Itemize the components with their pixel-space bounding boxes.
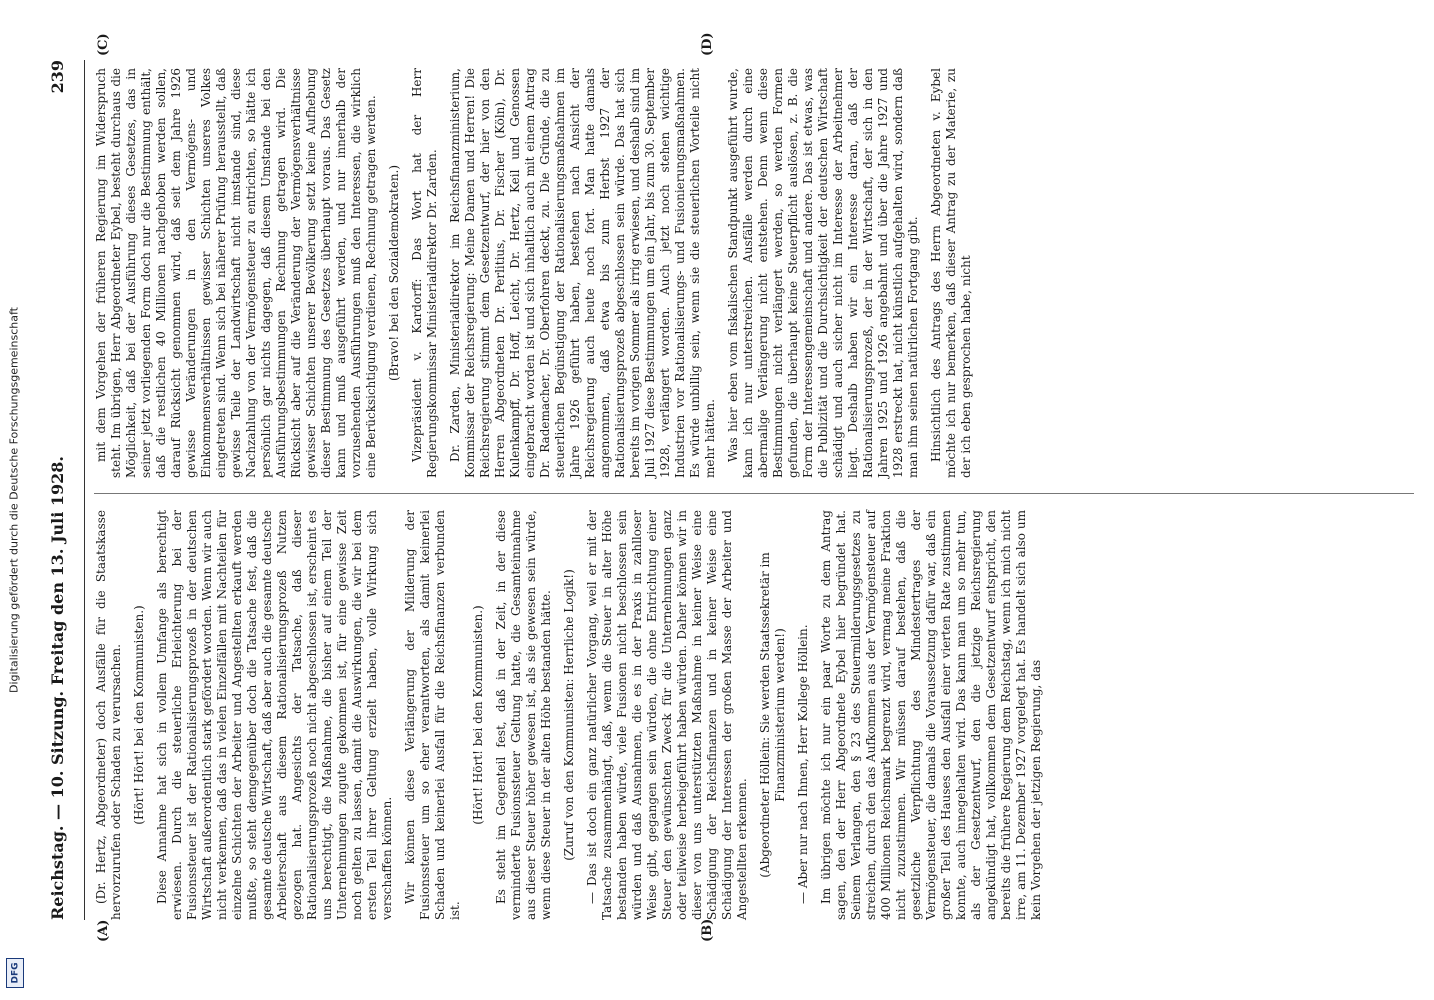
- margin-marker-c: (C): [96, 33, 111, 56]
- page-header-title: Reichstag. — 10. Sitzung. Freitag den 13. Juli 1928.: [48, 456, 67, 920]
- interjection: (Bravo! bei den Sozialdemokraten.): [387, 164, 401, 382]
- paragraph: Es steht im Gegenteil fest, daß in der Zeit, in der diese verminderte Fusionssteuer Geltung hatte, die Gesamteinnahme aus dieser Steuer höher gewesen ist, als sie gewesen sein würde, wenn diese Steuer in der alten Höhe bestanden hätte.: [494, 510, 553, 920]
- interjection: (Zuruf von den Kommunisten: Herrliche Logik!): [562, 569, 576, 861]
- paragraph: Dr. Zarden, Ministerialdirektor im Reichsfinanzministerium, Kommissar der Reichsregierung: Meine Damen und Herren! Die Reichsregierung stimmt dem Gesetzentwurf, der hier von den Herren Abgeordneten Dr. Perlitius, Dr. Fischer (Köln), Dr. Kulenkampff, Dr. Hoff, Leicht, Dr. Hertz, Keil und Genossen eingebracht worden ist und sich inhaltlich auch mit einem Antrag Dr. Rademacher, Dr. Oberfohren deckt, zu. Die Gründe, die zu steuerlichen Begünstigung der Rationalisierungsmaßnahmen im Jahre 1926 geführt haben, bestehen nach Ansicht der Reichsregierung auch heute noch fort. Man hatte damals angenommen, daß etwa bis zum Herbst 1927 der Rationalisierungsprozeß abgeschlossen sein würde. Das hat sich bereits im vorigen Sommer als irrig erwiesen, und deshalb sind im Juli 1927 diese Bestimmungen um ein Jahr, bis zum 30. September 1928, verlängert worden. Auch jetzt noch stehen wichtige Industrien vor Rationalisierungs- und Fusionierungsmaßnahmen. Es würde unbillig sein, wenn sie die steuerlichen Vorteile nicht mehr hätten.: [448, 68, 717, 478]
- paragraph: (Dr. Hertz, Abgeordneter) doch Ausfälle für die Staatskasse hervorzurufen oder Schaden zu verursachen.: [94, 510, 123, 920]
- margin-marker-a: (A): [96, 919, 111, 942]
- dfg-logo-text: DFG: [10, 962, 21, 984]
- interjection: (Hört! Hört! bei den Kommunisten.): [132, 605, 146, 825]
- paragraph: Wir können diese Verlängerung der Milderung der Fusionssteuer um so eher verantworten, als damit keinerlei Schaden und keinerlei Ausfall für die Reichsfinanzen verbunden ist.: [403, 510, 462, 920]
- header-rule: [84, 60, 85, 920]
- margin-marker-b: (B): [700, 918, 715, 942]
- page-header: [44, 60, 74, 920]
- paragraph: Diese Annahme hat sich in vollem Umfange als berechtigt erwiesen. Durch die steuerliche Erleichterung bei der Fusionssteuer ist der Rationalisierungsprozeß in der deutschen Wirtschaft außerordentlich stark gefördert worden. Wenn wir auch nicht verkennen, daß das in vielen Einzelfällen mit Nachteilen für einzelne Schichten der Arbeiter und Angestellten erkauft werden mußte, so steht demgegenüber doch die Tatsache fest, daß die gesamte deutsche Wirtschaft, daß aber auch die gesamte deutsche Arbeiterschaft aus diesem Rationalisierungsprozeß Nutzen gezogen hat. Angesichts der Tatsache, daß dieser Rationalisierungsprozeß noch nicht abgeschlossen ist, erscheint es uns berechtigt, die Maßnahme, die bisher auf einem Teil der Unternehmungen zugute gekommen ist, für eine gewisse Zeit noch gelten zu lassen, damit die Auswirkungen, die wir bei dem ersten Teil ihrer Geltung erzielt haben, volle Wirkung sich verschaffen können.: [155, 510, 394, 920]
- paragraph: — Das ist doch ein ganz natürlicher Vorgang, weil er mit der Tatsache zusammenhängt, daß, wenn die Steuer in alter Höhe bestanden haben würde, viele Fusionen nicht beschlossen sein würden und daß Ausnahmen, die es in der Praxis in zahlloser Weise gibt, gegangen sein würden, die ohne Entrichtung einer Steuer den gewünschten Zweck für die Unternehmungen ganz oder teilweise herbeigeführt haben würden. Daher können wir in dieser von uns unterstützten Maßnahme in keiner Weise eine Schädigung der Reichsfinanzen und in keiner Weise eine Schädigung der Interessen der großen Masse der Arbeiter und Angestellten erkennen.: [585, 510, 749, 920]
- paragraph: mit dem Vorgehen der früheren Regierung im Widerspruch steht. Im übrigen, Herr Abgeordneter Eybel, besteht durchaus die Möglichkeit, daß bei der Ausführung dieses Gesetzes, das in seiner jetzt vorliegenden Form doch nur die Bestimmung enthält, daß die restlichen 40 Millionen nachgehoben werden sollen, darauf Rücksicht genommen wird, daß seit dem Jahre 1926 gewisse Veränderungen in den Vermögens- und Einkommensverhältnissen gewisser Schichten unseres Volkes eingetreten sind. Wenn sich bei näherer Prüfung herausstellt, daß gewisse Teile der Landwirtschaft nicht imstande sind, diese Nachzahlung von der Vermögensteuer zu entrichten, so hätte ich persönlich gar nichts dagegen, daß diesem Umstande bei den Ausführungsbestimmungen Rechnung getragen wird. Die Rücksicht aber auf die Veränderung der Vermögensverhältnisse gewisser Schichten unserer Bevölkerung setzt keine Aufhebung dieser Bestimmung des Gesetzes überhaupt voraus. Das Gesetz kann und muß ausgeführt werden, und nur innerhalb der vorzusehenden Ausführungen muß den Interessen, die wirklich eine Berücksichtigung verdienen, Rechnung getragen werden.: [94, 68, 378, 478]
- funding-sidebar: [0, 0, 28, 1000]
- funding-note: Digitalisierung gefördert durch die Deutsche Forschungsgemeinschaft: [7, 307, 21, 693]
- right-text-column: [94, 68, 982, 478]
- left-text-column: [94, 510, 1052, 920]
- paragraph: Was hier eben vom fiskalischen Standpunkt ausgeführt wurde, kann ich nur unterstreichen. Ausfälle werden durch eine abermalige Verlängerung nicht entstehen. Denn wenn diese Bestimmungen nicht verlängert werden, so werden Formen gefunden, die überhaupt keine Steuerpflicht auslösen, z. B. die Form der Interessengemeinschaft und andere. Das ist etwas, was die Publizität und die Durchsichtigkeit der deutschen Wirtschaft schädigt und auch sicher nicht im Interesse der Arbeitnehmer liegt. Deshalb haben wir ein Interesse daran, daß der Rationalisierungsprozeß, der in der Wirtschaft, der sich in den Jahren 1925 und 1926 angebahnt und über die Jahre 1927 und 1928 erstreckt hat, nicht künstlich aufgehalten wird, sondern daß man ihm seinen natürlichen Fortgang gibt.: [726, 68, 920, 478]
- interjection: (Abgeordneter Höllein: Sie werden Staatssekretär im Finanzministerium werden!): [758, 552, 787, 878]
- column-divider: [94, 493, 1414, 494]
- paragraph: Vizepräsident v. Kardorff: Das Wort hat der Herr Regierungskommissar Ministerialdirektor Dr. Zarden.: [410, 68, 439, 478]
- interjection: (Hört! Hört! bei den Kommunisten.): [471, 605, 485, 825]
- paragraph: Hinsichtlich des Antrags des Herrn Abgeordneten v. Eybel möchte ich nur bemerken, daß dieser Antrag zu der Materie, zu der ich eben gesprochen habe, nicht: [929, 68, 973, 478]
- dfg-logo: [6, 958, 24, 988]
- margin-marker-d: (D): [700, 32, 715, 56]
- page-number: 239: [48, 60, 67, 94]
- paragraph: Im übrigen möchte ich nur ein paar Worte zu dem Antrag sagen, den der Herr Abgeordnete Eybel hier begründet hat. Seinem Verlangen, den § 23 des Steuermilderungsgesetzes zu streichen, durch den das Aufkommen aus der Vermögensteuer auf 400 Millionen Reichsmark begrenzt wird, vermag meine Fraktion nicht zuzustimmen. Wir müssen darauf bestehen, daß die gesetzliche Verpflichtung des Mindestertrages der Vermögensteuer, die damals die Voraussetzung dafür war, daß ein großer Teil des Hauses den Ausfall einer vierten Rate zustimmen konnte, auch innegehalten wird. Das kann man um so mehr tun, als der Gesetzentwurf, den die jetzige Reichsregierung angekündigt hat, vollkommen dem Gesetzentwurf entspricht, den bereits die frühere Regierung dem Reichstag, wenn ich mich nicht irre, am 11. Dezember 1927 vorgelegt hat. Es handelt sich also um kein Vorgehen der jetzigen Regierung, das: [819, 510, 1043, 920]
- paragraph: — Aber nur nach Ihnen, Herr Kollege Höllein.: [796, 624, 810, 904]
